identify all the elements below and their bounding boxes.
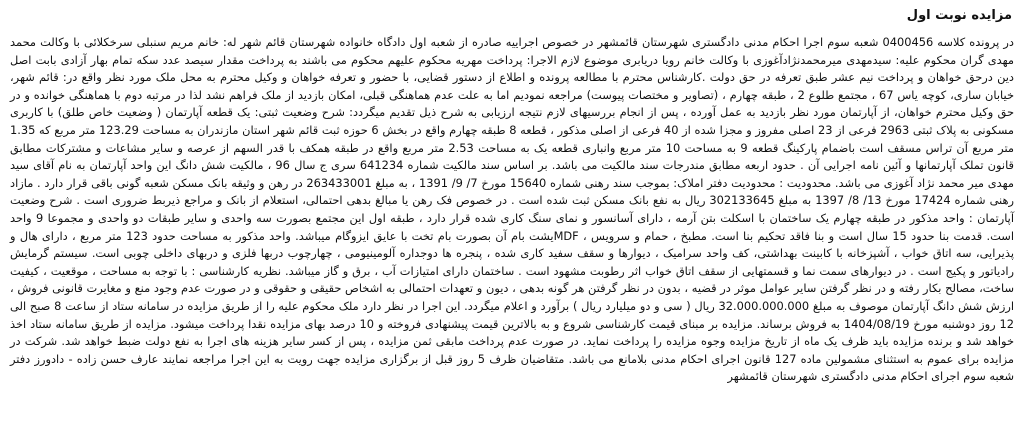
notice-body: در پرونده کلاسه 0400456 شعبه سوم اجرا احکام مدنی دادگستری شهرستان قائمشهر در خصوص اجراییه صادره از شعبه اول دادگاه خانواده شهرستان قائم شهر له: خانم مریم سنبلی سرخکلائی با وکالت محمد مهدی گران محکوم علیه: سیدمهدی میرمحمدنژادآغوزی با وکالت خانم رویا دریابری موضوع لازم الاجرا: پرداخت مهریه محکوم علیهم محکوم می باشند به پرداخت مقدار سیصد عدد سکه تمام بهار آزادی بابت اصل دین درحق خواهان و پرداخت نیم عشر طبق تعرفه در حق دولت .کارشناس محترم با مطالعه پرونده و اطلاع از دستور قضایی، با حضور و تعرفه خواهان و وکیل محترم به محل ملک مورد نظر واقع در: قائم شهر، خیابان ساری، کوچه یاس 67 ، مجتمع طلوع 2 ، طبقه چهارم ، (تصاویر و مختصات پیوست) مراجعه نمودیم اما به علت عدم هماهنگی قبلی، امکان بازدید از ملک فراهم نشد لذا در مرتبه دوم با هماهنگی خوانده و در حق وکیل محترم خواهان، از آپارتمان مورد نظر بازدید به عمل آورده ، پس از انجام بررسیهای لازم نتیجه ارزیابی به شرح ذیل تقدیم میگردد: شرح وضعیت ثبتی: یک قطعه آپارتمان ( وضعیت خاص طلق) با کاربری مسکونی به پلاک ثبتی 2963 فرعی از 23 اصلی مفروز و مجزا شده از 40 فرعی از اصلی مذکور ، قطعه 8 طبقه چهارم واقع در بخش 6 حوزه ثبت قائم شهر استان مازندران به مساحت 123.29 متر مربع که 1.35 متر مربع آن تراس مسقف است باضمام پارکینگ قطعه 9 به مساحت 10 متر مربع وانباری قطعه یک به مساحت 2.53 متر مربع واقع در طبقه همکف با قدر السهم از عرصه و سایر مشاعات و مشترکات مطابق قانون تملک آپارتمانها و آئین نامه اجرایی آن . حدود اربعه مطابق مندرجات سند مالکیت می باشد. بر اساس سند مالکیت شماره 641234 سری ج سال 96 ، مالکیت شش دانگ این واحد آپارتمان به نام آقای سید مهدی میر محمد نژاد آغوزی می باشد. محدودیت : محدودیت دفتر املاک: بموجب سند رهنی شماره 15640 مورخ 7/ 9/ 1391 ، به مبلغ 263433001 در رهن و وثیقه بانک مسکن شعبه گونی باقی قرار دارد . مازاد رهنی شماره 17424 مورخ 13/ 8/ 1397 به مبلغ 302133645 ریال به نفع بانک مسکن ثبت شده است . در خصوص فک رهن یا مبالغ بدهی احتمالی، استعلام از بانک و مراجع ذیربط ضروری است . شرح وضعیت آپارتمان : واحد مذکور در طبقه چهارم یک ساختمان با اسکلت بتن آرمه ، دارای آسانسور و نمای سنگ کاری شده قرار دارد ، طبقه اول این مجتمع بصورت سه واحدی و سایر طبقات دو واحدی و مجموعا 9 واحد است. قدمت بنا حدود 15 سال است و بنا فاقد تحکیم بنا است. مطبخ ، حمام و سرویس ، MDFیشت بام آن بصورت بام تخت با عایق ایزوگام میباشد. واحد مذکور به مساحت حدود 123 متر مربع ، دارای هال و پذیرایی، سه اتاق خواب ، آشپزخانه با کابینت بهداشتی، کف واحد سرامیک ، دیوارها و سقف سفید کاری شده ، پنجره ها دوجداره آلومینیومی ، چهارچوب دربها فلزی و دربهای داخلی چوبی است. سیستم گرمایش رادیاتور و پکیج است . در دیوارهای سمت نما و قسمتهایی از سقف اتاق خواب اثر رطوبت مشهود است . ساختمان دارای امتیازات آب ، برق و گاز میباشد. نظریه کارشناسی : با توجه به مساحت ، موقعیت ، کیفیت ساخت، مصالح بکار رفته و در نظر گرفتن سایر عوامل موثر در قضیه ، بدون در نظر گرفتن هر گونه بدهی ، دیون و تعهدات احتمالی به اشخاص حقیقی و حقوقی و در صورت عدم وجود منع و مغایرت قانونی فروش ، ارزش شش دانگ آپارتمان موصوف به مبلغ 32.000.000.000 ریال ( سی و دو میلیارد ریال ) برآورد و اعلام میگردد. این اجرا در نظر دارد ملک محکوم علیه را از طریق مزایده در سامانه ستاد از ساعت 8 صبح الی 12 روز دوشنبه مورخ 1404/08/19 به فروش برساند. مزایده بر مبنای قیمت کارشناسی شروع و به بالاترین قیمت پیشنهادی فروخته و 10 درصد بهای مزایده نقدا پرداخت میشود. مزایده از طریق سامانه ستاد اخذ خواهد شد و برنده مزایده باید ظرف یک ماه از تاریخ مزایده وجوه مزایده را پرداخت نماید. در صورت عدم پرداخت مابقی ثمن مزایده ، پس از کسر سایر هزینه های اجرا به نفع دولت ضبط خواهد شد. شرکت در مزایده برای عموم به استثنای مشمولین ماده 127 قانون اجرای احکام مدنی بلامانع می باشد. متقاضیان ظرف 5 روز قبل از برگزاری مزایده جهت رویت به این اجرا مراجعه نمایند عارف حسن زاده - دادورز دفتر شعبه سوم اجرای احکام مدنی دادگستری شهرستان قائمشهر bbox=[10, 35, 1015, 384]
auction-notice bbox=[10, 2, 1014, 386]
notice-title: مزایده نوبت اول bbox=[906, 8, 1012, 23]
